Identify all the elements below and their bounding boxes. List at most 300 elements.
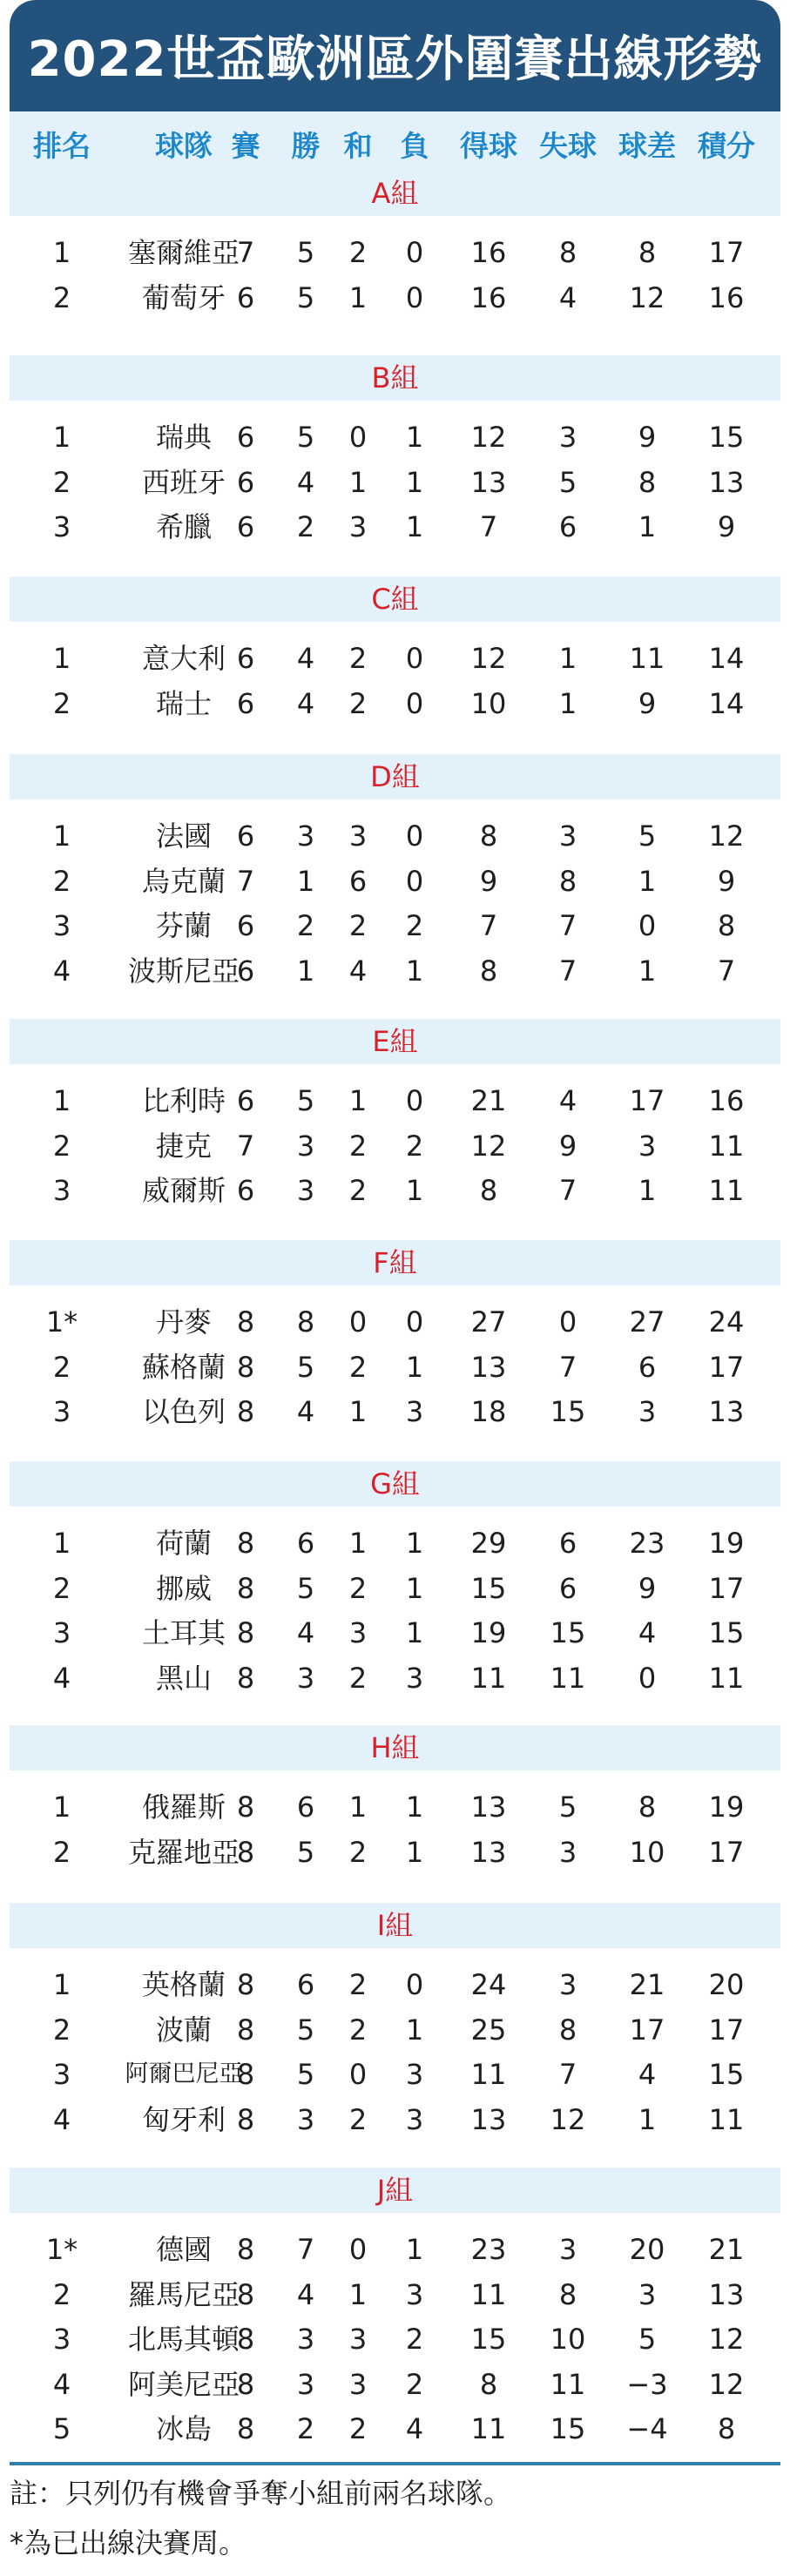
cell-wins: 3 (296, 2102, 315, 2136)
cell-played: 8 (236, 2412, 255, 2445)
cell-goals-against: 4 (558, 280, 577, 314)
cell-goal-difference: 17 (629, 1084, 665, 1117)
cell-goals-for: 19 (470, 1616, 507, 1649)
cell-goals-for: 16 (470, 280, 507, 314)
cell-points: 21 (708, 2233, 745, 2266)
cell-goals-for: 7 (479, 510, 498, 543)
cell-goals-against: 3 (558, 1835, 577, 1869)
cell-points: 12 (708, 2323, 745, 2356)
cell-played: 8 (236, 1616, 255, 1649)
table-row (10, 1784, 780, 1830)
cell-draws: 3 (348, 2367, 368, 2401)
cell-points: 11 (708, 2102, 745, 2136)
table-row (10, 415, 780, 460)
cell-played: 6 (236, 280, 255, 314)
group-header (10, 355, 780, 401)
cell-goal-difference: 6 (638, 1350, 657, 1384)
cell-goals-for: 24 (470, 1968, 507, 2001)
cell-rank: 2 (52, 864, 71, 898)
cell-points: 12 (708, 2367, 745, 2401)
table-row (10, 948, 780, 994)
cell-losses: 1 (405, 421, 424, 454)
cell-losses: 2 (405, 2323, 424, 2356)
cell-points: 8 (717, 2412, 736, 2445)
cell-team: 阿爾巴尼亞 (125, 2060, 243, 2087)
group-header (10, 1461, 780, 1507)
cell-team: 克羅地亞 (127, 1835, 240, 1869)
cell-wins: 2 (296, 909, 315, 942)
footnote-qualified: *為已出線決賽周。 (10, 2526, 247, 2559)
cell-rank: 4 (52, 1661, 71, 1695)
cell-wins: 3 (296, 1661, 315, 1695)
cell-goals-against: 9 (558, 1129, 577, 1163)
cell-goals-against: 8 (558, 2013, 577, 2047)
cell-played: 8 (236, 1305, 255, 1339)
cell-rank: 1 (52, 642, 71, 675)
cell-goal-difference: 0 (638, 909, 657, 942)
cell-points: 13 (708, 2277, 745, 2311)
cell-losses: 1 (405, 954, 424, 988)
cell-losses: 1 (405, 465, 424, 499)
cell-goal-difference: 5 (638, 2323, 657, 2356)
cell-team: 荷蘭 (155, 1527, 212, 1560)
table-row (10, 1962, 780, 2007)
cell-goals-for: 23 (470, 2233, 507, 2266)
cell-goal-difference: 3 (638, 1129, 657, 1163)
cell-points: 17 (708, 1835, 745, 1869)
cell-wins: 5 (296, 1350, 315, 1384)
cell-team: 意大利 (141, 642, 226, 675)
cell-played: 8 (236, 2323, 255, 2356)
cell-wins: 5 (296, 1571, 315, 1605)
cell-played: 6 (236, 465, 255, 499)
cell-points: 14 (708, 686, 745, 720)
cell-losses: 3 (405, 2102, 424, 2136)
cell-draws: 2 (348, 2013, 368, 2047)
table-row (10, 681, 780, 726)
cell-losses: 4 (405, 2412, 424, 2445)
cell-goals-against: 8 (558, 236, 577, 269)
cell-wins: 2 (296, 510, 315, 543)
cell-goals-against: 5 (558, 1790, 577, 1824)
cell-played: 8 (236, 1571, 255, 1605)
cell-team: 西班牙 (141, 465, 226, 499)
cell-wins: 4 (296, 465, 315, 499)
cell-losses: 0 (405, 686, 424, 720)
cell-goals-for: 15 (470, 2323, 507, 2356)
cell-goals-for: 12 (470, 1129, 507, 1163)
cell-played: 6 (236, 642, 255, 675)
table-row (10, 460, 780, 505)
table-row (10, 275, 780, 320)
cell-team: 阿美尼亞 (127, 2367, 240, 2401)
cell-points: 8 (717, 909, 736, 942)
cell-draws: 0 (348, 2233, 368, 2266)
table-row (10, 1345, 780, 1390)
cell-rank: 1 (52, 819, 71, 853)
cell-played: 7 (236, 236, 255, 269)
cell-played: 8 (236, 1350, 255, 1384)
footnote: 註：只列仍有機會爭奪小組前兩名球隊。 (10, 2477, 512, 2510)
cell-goals-for: 9 (479, 864, 498, 898)
cell-team: 北馬其頓 (127, 2323, 240, 2356)
cell-wins: 4 (296, 686, 315, 720)
cell-draws: 2 (348, 1661, 368, 1695)
cell-goals-against: 8 (558, 2277, 577, 2311)
cell-goals-for: 16 (470, 236, 507, 269)
table-row (10, 1168, 780, 1213)
cell-goals-against: 12 (550, 2102, 586, 2136)
cell-played: 6 (236, 819, 255, 853)
cell-rank: 3 (52, 2058, 71, 2091)
cell-team: 波斯尼亞 (127, 954, 240, 988)
cell-rank: 2 (52, 465, 71, 499)
cell-losses: 1 (405, 1616, 424, 1649)
cell-goals-for: 13 (470, 1350, 507, 1384)
cell-goals-against: 6 (558, 510, 577, 543)
table-row (10, 2007, 780, 2053)
cell-draws: 3 (348, 819, 368, 853)
table-row (10, 1389, 780, 1434)
table-row (10, 2227, 780, 2272)
cell-points: 24 (708, 1305, 745, 1339)
cell-goals-for: 12 (470, 421, 507, 454)
table-row (10, 2406, 780, 2451)
table-row (10, 903, 780, 948)
cell-team: 挪威 (155, 1571, 212, 1605)
group-title: B組 (371, 361, 419, 394)
cell-losses: 1 (405, 1350, 424, 1384)
cell-points: 13 (708, 1395, 745, 1428)
group-header (10, 171, 780, 216)
cell-wins: 3 (296, 819, 315, 853)
cell-points: 17 (708, 1350, 745, 1384)
cell-goal-difference: 8 (638, 465, 657, 499)
cell-points: 13 (708, 465, 745, 499)
cell-goals-against: 3 (558, 421, 577, 454)
cell-played: 6 (236, 954, 255, 988)
cell-rank: 2 (52, 2013, 71, 2047)
cell-wins: 5 (296, 1835, 315, 1869)
table-bottom-rule (10, 2462, 780, 2465)
cell-goals-for: 8 (479, 954, 498, 988)
cell-team: 英格蘭 (141, 1968, 226, 2001)
group-title: D組 (370, 760, 420, 793)
cell-goals-against: 7 (558, 2058, 577, 2091)
cell-goal-difference: 1 (638, 510, 657, 543)
cell-draws: 1 (348, 2277, 368, 2311)
cell-losses: 3 (405, 2058, 424, 2091)
cell-wins: 5 (296, 421, 315, 454)
cell-goal-difference: 3 (638, 1395, 657, 1428)
cell-goal-difference: 1 (638, 1174, 657, 1207)
cell-played: 8 (236, 2102, 255, 2136)
table-row (10, 2316, 780, 2362)
cell-goals-for: 8 (479, 2367, 498, 2401)
cell-wins: 3 (296, 2367, 315, 2401)
cell-played: 7 (236, 1129, 255, 1163)
cell-wins: 8 (296, 1305, 315, 1339)
cell-draws: 0 (348, 2058, 368, 2091)
cell-team: 法國 (155, 819, 212, 853)
cell-goals-against: 3 (558, 2233, 577, 2266)
cell-goals-for: 12 (470, 642, 507, 675)
title-bar (10, 0, 780, 111)
group-title: H組 (370, 1731, 420, 1764)
cell-played: 8 (236, 1527, 255, 1560)
header-draws: 和 (343, 129, 373, 163)
cell-goal-difference: 4 (638, 1616, 657, 1649)
cell-wins: 7 (296, 2233, 315, 2266)
table-row (10, 2362, 780, 2407)
cell-rank: 3 (52, 2323, 71, 2356)
table-row (10, 813, 780, 859)
cell-rank: 1 (52, 1084, 71, 1117)
cell-draws: 2 (348, 686, 368, 720)
cell-losses: 1 (405, 510, 424, 543)
cell-played: 8 (236, 1968, 255, 2001)
cell-team: 瑞士 (155, 686, 212, 720)
table-row (10, 859, 780, 904)
cell-rank: 1 (52, 1968, 71, 2001)
cell-goal-difference: 11 (629, 642, 665, 675)
table-row (10, 1656, 780, 1701)
header-wins: 勝 (291, 129, 321, 163)
cell-goals-against: 15 (550, 1395, 586, 1428)
group-header (10, 1903, 780, 1948)
cell-points: 16 (708, 280, 745, 314)
cell-team: 匈牙利 (141, 2102, 226, 2136)
cell-points: 15 (708, 1616, 745, 1649)
cell-goals-against: 7 (558, 1350, 577, 1384)
cell-played: 8 (236, 1835, 255, 1869)
table-row (10, 2097, 780, 2142)
cell-goals-for: 13 (470, 1835, 507, 1869)
cell-goal-difference: 10 (629, 1835, 665, 1869)
cell-losses: 0 (405, 1968, 424, 2001)
cell-team: 烏克蘭 (141, 864, 226, 898)
cell-wins: 6 (296, 1968, 315, 2001)
cell-losses: 0 (405, 1305, 424, 1339)
cell-points: 12 (708, 819, 745, 853)
cell-goals-for: 7 (479, 909, 498, 942)
table-row (10, 1123, 780, 1169)
cell-team: 塞爾維亞 (127, 236, 240, 269)
cell-rank: 2 (52, 280, 71, 314)
cell-losses: 1 (405, 1571, 424, 1605)
cell-rank: 4 (52, 2367, 71, 2401)
cell-losses: 1 (405, 1835, 424, 1869)
group-header (10, 1240, 780, 1285)
cell-draws: 2 (348, 1968, 368, 2001)
cell-played: 8 (236, 1395, 255, 1428)
cell-goal-difference: 20 (629, 2233, 665, 2266)
cell-team: 以色列 (141, 1395, 226, 1428)
cell-goals-against: 3 (558, 1968, 577, 2001)
cell-played: 6 (236, 1084, 255, 1117)
header-played: 賽 (231, 129, 260, 163)
cell-goals-against: 7 (558, 1174, 577, 1207)
cell-goal-difference: 4 (638, 2058, 657, 2091)
cell-goals-for: 11 (470, 1661, 507, 1695)
table-row (10, 230, 780, 275)
cell-draws: 2 (348, 1350, 368, 1384)
cell-rank: 1 (52, 1527, 71, 1560)
cell-goals-against: 8 (558, 864, 577, 898)
cell-team: 丹麥 (155, 1305, 212, 1339)
header-team: 球隊 (155, 129, 213, 163)
cell-draws: 1 (348, 1395, 368, 1428)
cell-rank: 4 (52, 954, 71, 988)
cell-losses: 3 (405, 2277, 424, 2311)
cell-rank: 1 (52, 1790, 71, 1824)
cell-played: 7 (236, 864, 255, 898)
header-points: 積分 (698, 129, 755, 163)
cell-rank: 2 (52, 1129, 71, 1163)
cell-points: 9 (717, 864, 736, 898)
cell-goals-against: 11 (550, 2367, 586, 2401)
cell-draws: 2 (348, 1174, 368, 1207)
cell-draws: 0 (348, 1305, 368, 1339)
cell-losses: 3 (405, 1661, 424, 1695)
group-title: J組 (376, 2174, 414, 2207)
cell-wins: 3 (296, 1174, 315, 1207)
table-row (10, 1566, 780, 1611)
cell-goals-for: 15 (470, 1571, 507, 1605)
cell-points: 11 (708, 1129, 745, 1163)
cell-goals-for: 10 (470, 686, 507, 720)
cell-goals-against: 15 (550, 1616, 586, 1649)
cell-team: 希臘 (155, 510, 212, 543)
cell-rank: 3 (52, 1174, 71, 1207)
cell-draws: 2 (348, 236, 368, 269)
cell-goal-difference: 27 (629, 1305, 665, 1339)
cell-losses: 1 (405, 1174, 424, 1207)
cell-goals-against: 6 (558, 1571, 577, 1605)
cell-wins: 6 (296, 1790, 315, 1824)
cell-draws: 2 (348, 2102, 368, 2136)
cell-goal-difference: 8 (638, 236, 657, 269)
cell-losses: 0 (405, 819, 424, 853)
cell-losses: 2 (405, 2367, 424, 2401)
cell-points: 17 (708, 236, 745, 269)
cell-goals-for: 11 (470, 2277, 507, 2311)
cell-losses: 0 (405, 236, 424, 269)
cell-goal-difference: 5 (638, 819, 657, 853)
cell-goals-for: 29 (470, 1527, 507, 1560)
group-title: A組 (371, 177, 419, 210)
cell-draws: 6 (348, 864, 368, 898)
cell-rank: 4 (52, 2102, 71, 2136)
header-losses: 負 (400, 129, 429, 163)
cell-points: 9 (717, 510, 736, 543)
cell-losses: 0 (405, 280, 424, 314)
cell-rank: 1* (45, 2233, 78, 2266)
group-title: G組 (370, 1467, 420, 1500)
cell-goal-difference: 12 (629, 280, 665, 314)
group-title: E組 (372, 1025, 418, 1058)
cell-goals-for: 11 (470, 2058, 507, 2091)
cell-draws: 1 (348, 1527, 368, 1560)
cell-team: 比利時 (141, 1084, 226, 1117)
cell-points: 11 (708, 1174, 745, 1207)
cell-wins: 5 (296, 280, 315, 314)
cell-goals-for: 13 (470, 465, 507, 499)
cell-goals-against: 7 (558, 954, 577, 988)
cell-points: 14 (708, 642, 745, 675)
cell-goal-difference: 8 (638, 1790, 657, 1824)
cell-draws: 2 (348, 1129, 368, 1163)
group-title: C組 (371, 583, 419, 616)
cell-losses: 2 (405, 1129, 424, 1163)
cell-wins: 6 (296, 1527, 315, 1560)
cell-goals-against: 7 (558, 909, 577, 942)
cell-team: 芬蘭 (155, 909, 212, 942)
cell-wins: 1 (296, 864, 315, 898)
cell-draws: 3 (348, 510, 368, 543)
cell-goals-against: 0 (558, 1305, 577, 1339)
cell-goal-difference: 17 (629, 2013, 665, 2047)
cell-points: 15 (708, 421, 745, 454)
cell-goal-difference: 0 (638, 1661, 657, 1695)
cell-team: 捷克 (155, 1129, 212, 1163)
cell-losses: 1 (405, 2013, 424, 2047)
page-title: 2022世盃歐洲區外圍賽出線形勢 (27, 31, 763, 88)
cell-draws: 1 (348, 1084, 368, 1117)
cell-wins: 3 (296, 1129, 315, 1163)
cell-team: 蘇格蘭 (141, 1350, 226, 1384)
cell-losses: 0 (405, 1084, 424, 1117)
cell-losses: 0 (405, 642, 424, 675)
cell-points: 19 (708, 1527, 745, 1560)
cell-rank: 5 (52, 2412, 71, 2445)
cell-wins: 4 (296, 1616, 315, 1649)
cell-played: 8 (236, 1790, 255, 1824)
cell-played: 6 (236, 421, 255, 454)
table-row (10, 504, 780, 550)
cell-draws: 1 (348, 1790, 368, 1824)
cell-rank: 1 (52, 236, 71, 269)
cell-points: 7 (717, 954, 736, 988)
cell-points: 19 (708, 1790, 745, 1824)
group-header (10, 1725, 780, 1770)
cell-wins: 5 (296, 2058, 315, 2091)
cell-played: 8 (236, 1661, 255, 1695)
cell-goals-for: 13 (470, 2102, 507, 2136)
cell-rank: 1 (52, 421, 71, 454)
cell-team: 俄羅斯 (141, 1790, 226, 1824)
cell-played: 8 (236, 2277, 255, 2311)
cell-team: 土耳其 (141, 1616, 226, 1649)
cell-draws: 2 (348, 2412, 368, 2445)
cell-goal-difference: 9 (638, 421, 657, 454)
cell-goals-for: 11 (470, 2412, 507, 2445)
cell-goal-difference: 21 (629, 1968, 665, 2001)
cell-rank: 2 (52, 1350, 71, 1384)
cell-wins: 5 (296, 1084, 315, 1117)
cell-draws: 0 (348, 421, 368, 454)
cell-goals-for: 27 (470, 1305, 507, 1339)
group-header (10, 1019, 780, 1064)
cell-goal-difference: 1 (638, 2102, 657, 2136)
cell-team: 德國 (155, 2233, 212, 2266)
cell-rank: 3 (52, 510, 71, 543)
header-goals-for: 得球 (460, 129, 517, 163)
cell-goals-against: 6 (558, 1527, 577, 1560)
cell-rank: 2 (52, 1835, 71, 1869)
cell-team: 冰島 (155, 2412, 212, 2445)
cell-rank: 2 (52, 2277, 71, 2311)
